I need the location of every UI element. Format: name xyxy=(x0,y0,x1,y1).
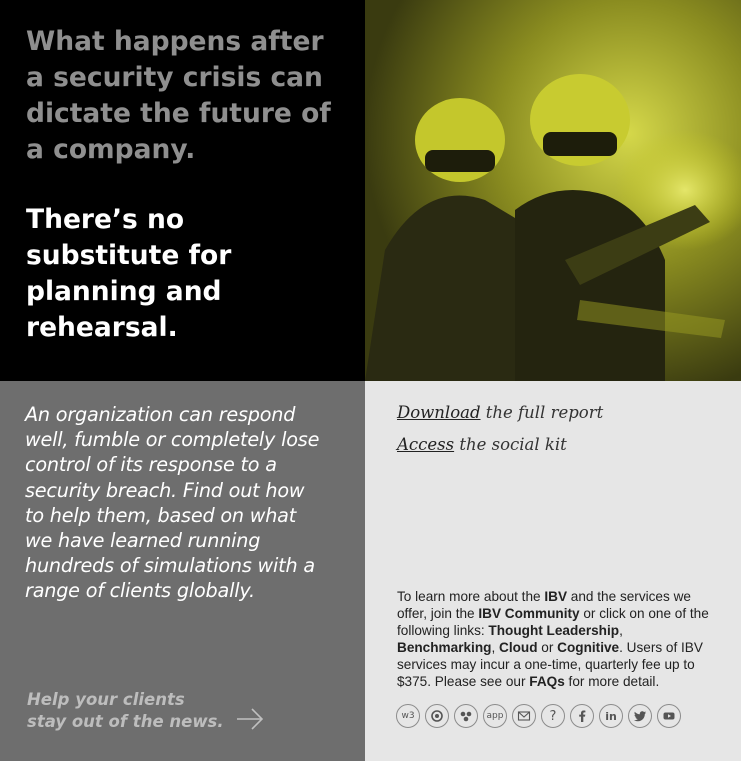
info-text: , xyxy=(491,640,499,655)
info-text: or xyxy=(537,640,558,655)
help-icon[interactable] xyxy=(541,704,565,728)
hero-heading-grey: What happens after a security crisis can dictate the future of a company. xyxy=(26,26,331,165)
ibv-link[interactable]: IBV xyxy=(544,589,568,604)
info-text: for more detail. xyxy=(564,674,660,689)
benchmarking-link[interactable]: Benchmarking xyxy=(397,640,492,655)
youtube-icon[interactable] xyxy=(657,704,681,728)
hero-heading-white: There’s no substitute for planning and rehearsal. xyxy=(26,204,232,343)
download-line xyxy=(397,403,603,422)
info-text: and the services we offer, join the xyxy=(397,589,691,621)
access-rest: the social kit xyxy=(454,435,567,454)
faqs-link[interactable]: FAQs xyxy=(529,674,565,689)
facebook-icon[interactable] xyxy=(570,704,594,728)
linkedin-icon[interactable] xyxy=(599,704,623,728)
social-icons xyxy=(396,704,681,728)
linkedin-label: in xyxy=(605,709,617,723)
app-label: app xyxy=(486,711,504,721)
info-text: . Users of IBV services may incur a one-time, quarterly fee up to $375. Please see our xyxy=(397,640,703,689)
w3-label: w3 xyxy=(401,711,415,721)
cta-text[interactable]: Help your clients stay out of the news. xyxy=(27,690,224,731)
access-link[interactable]: Access xyxy=(397,435,455,454)
info-text: , xyxy=(619,623,623,638)
firefighters-illustration xyxy=(365,0,741,381)
email-icon[interactable] xyxy=(512,704,536,728)
access-line xyxy=(397,435,567,454)
hero-panel xyxy=(0,0,365,381)
cloud-link[interactable]: Cloud xyxy=(499,640,538,655)
help-label: ? xyxy=(549,708,557,724)
app-icon[interactable] xyxy=(483,704,507,728)
connections-icon[interactable] xyxy=(425,704,449,728)
cognitive-link[interactable]: Cognitive xyxy=(557,640,620,655)
download-rest: the full report xyxy=(480,403,604,422)
thought-leadership-link[interactable]: Thought Leadership xyxy=(488,623,620,638)
download-link[interactable]: Download xyxy=(397,403,481,422)
intro-panel xyxy=(0,381,365,761)
resources-panel xyxy=(365,381,741,761)
w3-icon[interactable] xyxy=(396,704,420,728)
twitter-icon[interactable] xyxy=(628,704,652,728)
info-text: To learn more about the xyxy=(397,589,545,604)
intro-body: An organization can respond well, fumble or completely lose control of its response to a security breach. Find out how to help them, based on what we have learned running hundreds of simulations with a range of clients globally. xyxy=(25,403,320,603)
ibv-community-link[interactable]: IBV Community xyxy=(478,606,580,621)
arrow-right-icon[interactable] xyxy=(236,707,264,731)
community-icon[interactable] xyxy=(454,704,478,728)
info-text: or click on one of the following links: xyxy=(397,606,709,638)
info-paragraph xyxy=(397,588,717,690)
firefighters-photo xyxy=(365,0,741,381)
